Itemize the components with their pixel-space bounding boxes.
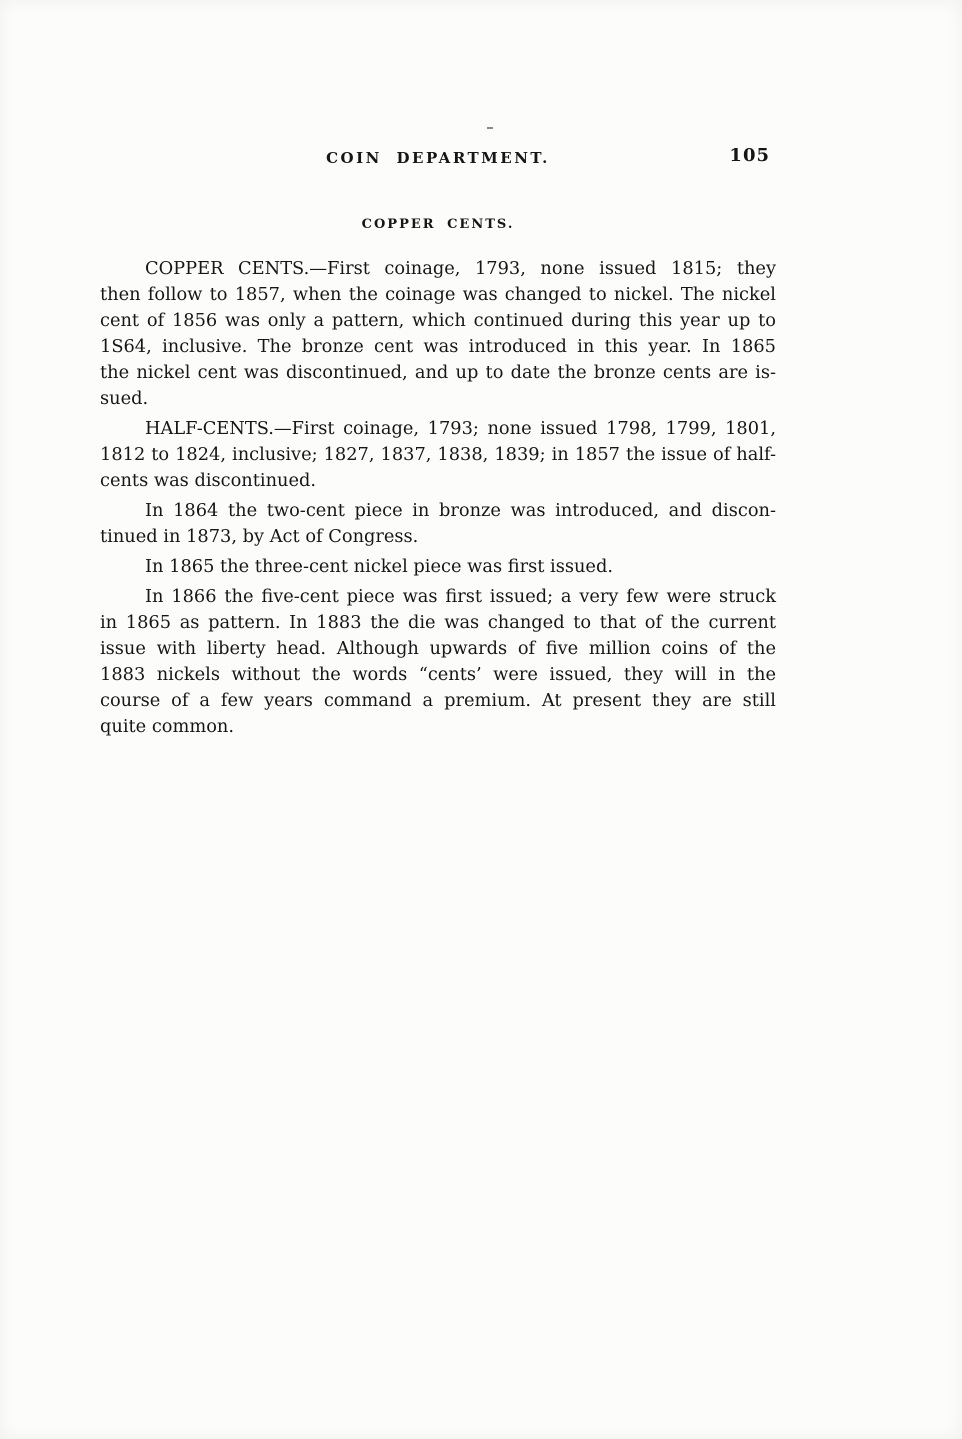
text-line: then follow to 1857, when the coinage was changed to nickel. The nickel (100, 284, 776, 305)
paragraph-two-cent (100, 498, 776, 550)
text-line: 1812 to 1824, inclusive; 1827, 1837, 1838, 1839; in 1857 the issue of half- (100, 444, 776, 465)
text-line: In 1865 the three-cent nickel piece was first issued. (145, 556, 613, 577)
text-line: cents was discontinued. (100, 470, 317, 491)
text-line: In 1864 the two-cent piece in bronze was introduced, and discon- (145, 500, 776, 521)
paragraph-five-cent (100, 584, 776, 740)
text-line: cent of 1856 was only a pattern, which continued during this year up to (100, 310, 776, 331)
text-line: 1S64, inclusive. The bronze cent was introduced in this year. In 1865 (100, 336, 776, 357)
running-header (100, 145, 776, 172)
text-line: sued. (100, 388, 149, 409)
text-line: tinued in 1873, by Act of Congress. (100, 526, 419, 547)
text-line: issue with liberty head. Although upwards of five million coins of the (100, 638, 776, 659)
text-line: the nickel cent was discontinued, and up to date the bronze cents are is- (100, 362, 776, 383)
printers-mark (487, 127, 493, 129)
running-header-title: COIN DEPARTMENT. (326, 149, 550, 167)
text-line: In 1866 the five-cent piece was first issued; a very few were struck (145, 586, 776, 607)
text-line: course of a few years command a premium. At present they are still (100, 690, 776, 711)
paragraph-half-cents (100, 416, 776, 494)
section-heading: COPPER CENTS. (361, 217, 515, 232)
text-line: COPPER CENTS.—First coinage, 1793, none issued 1815; they (145, 258, 776, 279)
body-text (100, 256, 776, 744)
page-number: 105 (729, 145, 770, 166)
text-line: HALF-CENTS.—First coinage, 1793; none issued 1798, 1799, 1801, (145, 418, 776, 439)
text-line: quite common. (100, 716, 235, 737)
paragraph-copper-cents (100, 256, 776, 412)
text-line: 1883 nickels without the words “cents’ were issued, they will in the (100, 664, 776, 685)
paragraph-three-cent (100, 554, 776, 580)
text-line: in 1865 as pattern. In 1883 the die was changed to that of the current (100, 612, 776, 633)
